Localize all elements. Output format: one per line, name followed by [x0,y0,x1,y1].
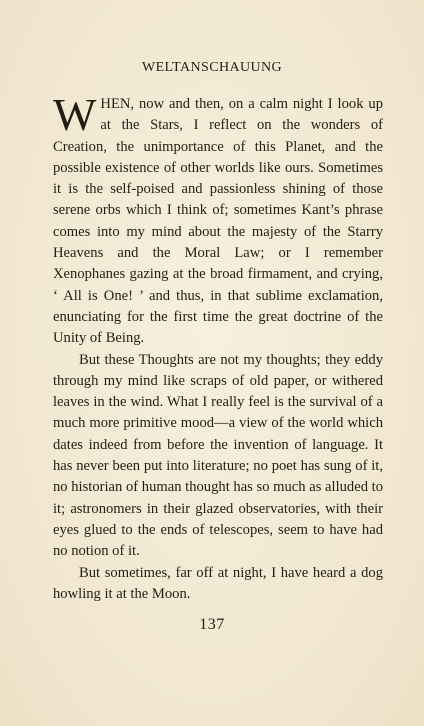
running-head: WELTANSCHAUUNG [141,60,283,75]
drop-cap: W [53,89,97,140]
paragraph-1 [53,89,383,350]
page-number: 137 [199,616,225,633]
paragraph-2: But these Thoughts are not my thoughts; they eddy through my mind like scraps of old paper, or withered leaves in the wind. What I really feel is the survival of a much more primitive mood—a view of the world which dates indeed from before the invention of language. It has never been put into literature; no poet has sung of it, no historian of human thought has so much as alluded to it; astronomers in their glazed observatories, with their eyes glued to the ends of telescopes, seem to have had no notion of it. [53,351,383,560]
paragraph-1-text: now and then, on a calm night I look up at the Stars, I reflect on the wonders of Creation, the unimportance of this Planet, and the possible existence of other worlds like ours. Sometimes it is the self-poised and passionless shining of those serene orbs which I think of; sometimes Kant’s phrase comes into my mind about the majesty of the Starry Heavens and the Moral Law; or I remember Xenophanes gazing at the broad firmament, and crying, ‘ All is One! ’ and thus, in that sublime exclamation, enunciating for the first time the great doctrine of the Unity of Being. [53,96,383,347]
essay-body [53,89,383,605]
paragraph-1-lead: HEN, [100,96,135,112]
paragraph-3: But sometimes, far off at night, I have heard a dog howling it at the Moon. [53,564,383,602]
